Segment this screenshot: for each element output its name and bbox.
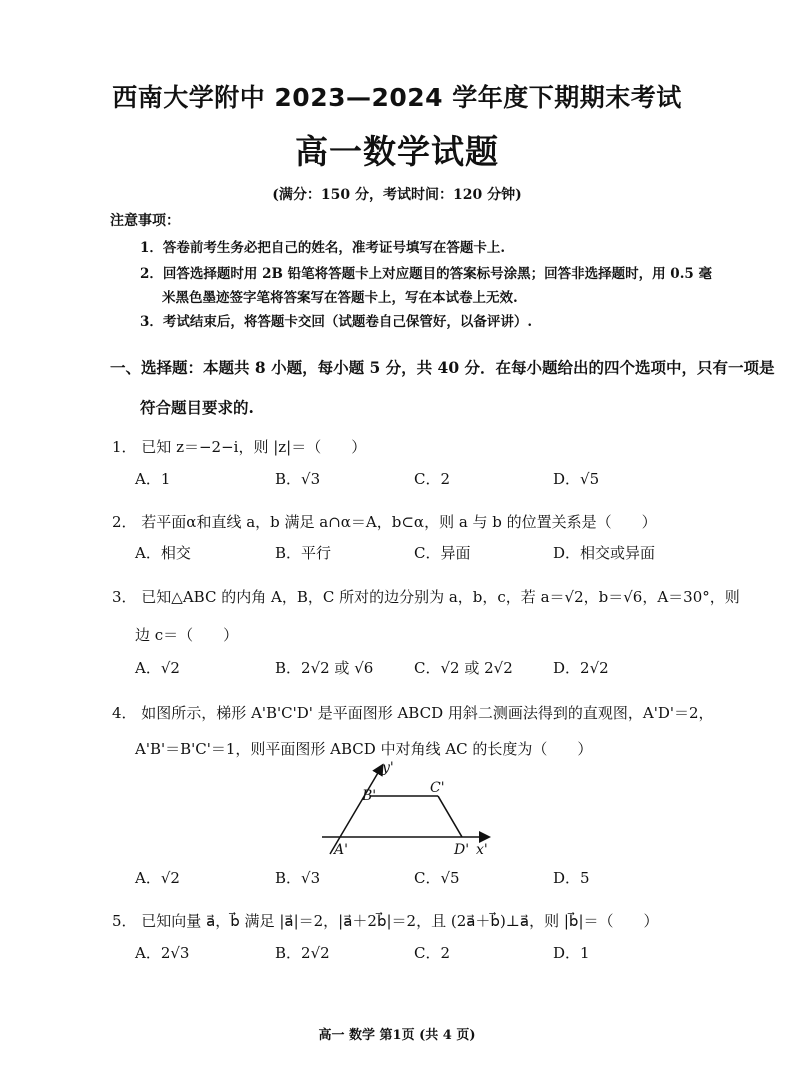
section-heading-cont: 符合题目要求的.: [140, 398, 254, 417]
label-x: x': [476, 842, 488, 858]
question-2-option-a: A．相交: [135, 544, 191, 562]
label-d: D': [454, 842, 470, 858]
notice-item-2: 2．回答选择题时用 2B 铅笔将答题卡上对应题目的答案标号涂黑；回答非选择题时，用 0.5 毫: [140, 266, 712, 282]
notice-item-3: 3．考试结束后，将答题卡交回（试题卷自己保管好，以备评讲）.: [140, 314, 533, 330]
label-y: y': [382, 760, 394, 776]
question-3-stem: 3． 已知△ABC 的内角 A，B，C 所对的边分别为 a，b，c，若 a＝√2，b＝√6，A＝30°，则: [112, 588, 740, 606]
exam-title: 西南大学附中 2023—2024 学年度下期期末考试: [112, 83, 682, 112]
question-5-stem: 5． 已知向量 a⃗，b⃗ 满足 |a⃗|＝2，|a⃗＋2b⃗|＝2，且 (2a⃗＋b⃗)⊥a⃗，则 |b⃗|＝（ ）: [112, 912, 659, 930]
section-heading: 一、选择题：本题共 8 小题，每小题 5 分，共 40 分．在每小题给出的四个选项中，只有一项是: [110, 358, 775, 377]
label-b: B': [362, 788, 377, 804]
trapezoid-figure: [310, 758, 510, 862]
edge-cd: [438, 796, 462, 837]
question-3-option-d: D．2√2: [553, 659, 609, 677]
question-1-stem: 1． 已知 z＝−2−i，则 |z|＝（ ）: [112, 438, 367, 456]
question-1-option-c: C．2: [414, 470, 451, 488]
question-4-option-c: C．√5: [414, 869, 460, 887]
question-5-option-b: B．2√2: [275, 944, 330, 962]
question-3-option-b: B．2√2 或 √6: [275, 659, 374, 677]
question-4-option-a: A．√2: [135, 869, 180, 887]
question-2-stem: 2． 若平面α和直线 a，b 满足 a∩α＝A，b⊂α，则 a 与 b 的位置关系是（ ）: [112, 513, 657, 531]
question-3-option-a: A．√2: [135, 659, 180, 677]
question-4-option-d: D．5: [553, 869, 590, 887]
notice-item-1: 1．答卷前考生务必把自己的姓名，准考证号填写在答题卡上.: [140, 240, 506, 256]
question-5-option-a: A．2√3: [135, 944, 190, 962]
question-2-option-b: B．平行: [275, 544, 332, 562]
question-1-option-d: D．√5: [553, 470, 600, 488]
question-4-stem-cont: A'B'＝B'C'＝1，则平面图形 ABCD 中对角线 AC 的长度为（ ）: [135, 740, 593, 758]
question-1-option-a: A．1: [135, 470, 171, 488]
exam-subtitle: 高一数学试题: [295, 132, 499, 171]
question-3-option-c: C．√2 或 2√2: [414, 659, 513, 677]
label-a: A': [334, 842, 348, 858]
question-5-option-d: D．1: [553, 944, 590, 962]
question-4-stem: 4． 如图所示，梯形 A'B'C'D' 是平面图形 ABCD 用斜二测画法得到的直观图，A'D'＝2，: [112, 704, 714, 722]
question-4-option-b: B．√3: [275, 869, 321, 887]
label-c: C': [430, 780, 445, 796]
question-3-stem-cont: 边 c＝（ ）: [135, 626, 239, 644]
question-2-option-d: D．相交或异面: [553, 544, 656, 562]
page-footer: 高一 数学 第1页 (共 4 页): [318, 1028, 476, 1043]
notice-item-2-cont: 米黑色墨迹签字笔将答案写在答题卡上，写在本试卷上无效.: [162, 290, 518, 306]
question-1-option-b: B．√3: [275, 470, 321, 488]
question-2-option-c: C．异面: [414, 544, 471, 562]
exam-meta: (满分：150 分，考试时间：120 分钟): [272, 187, 522, 203]
y-axis: [330, 766, 382, 854]
question-5-option-c: C．2: [414, 944, 451, 962]
notice-heading: 注意事项：: [110, 213, 180, 229]
